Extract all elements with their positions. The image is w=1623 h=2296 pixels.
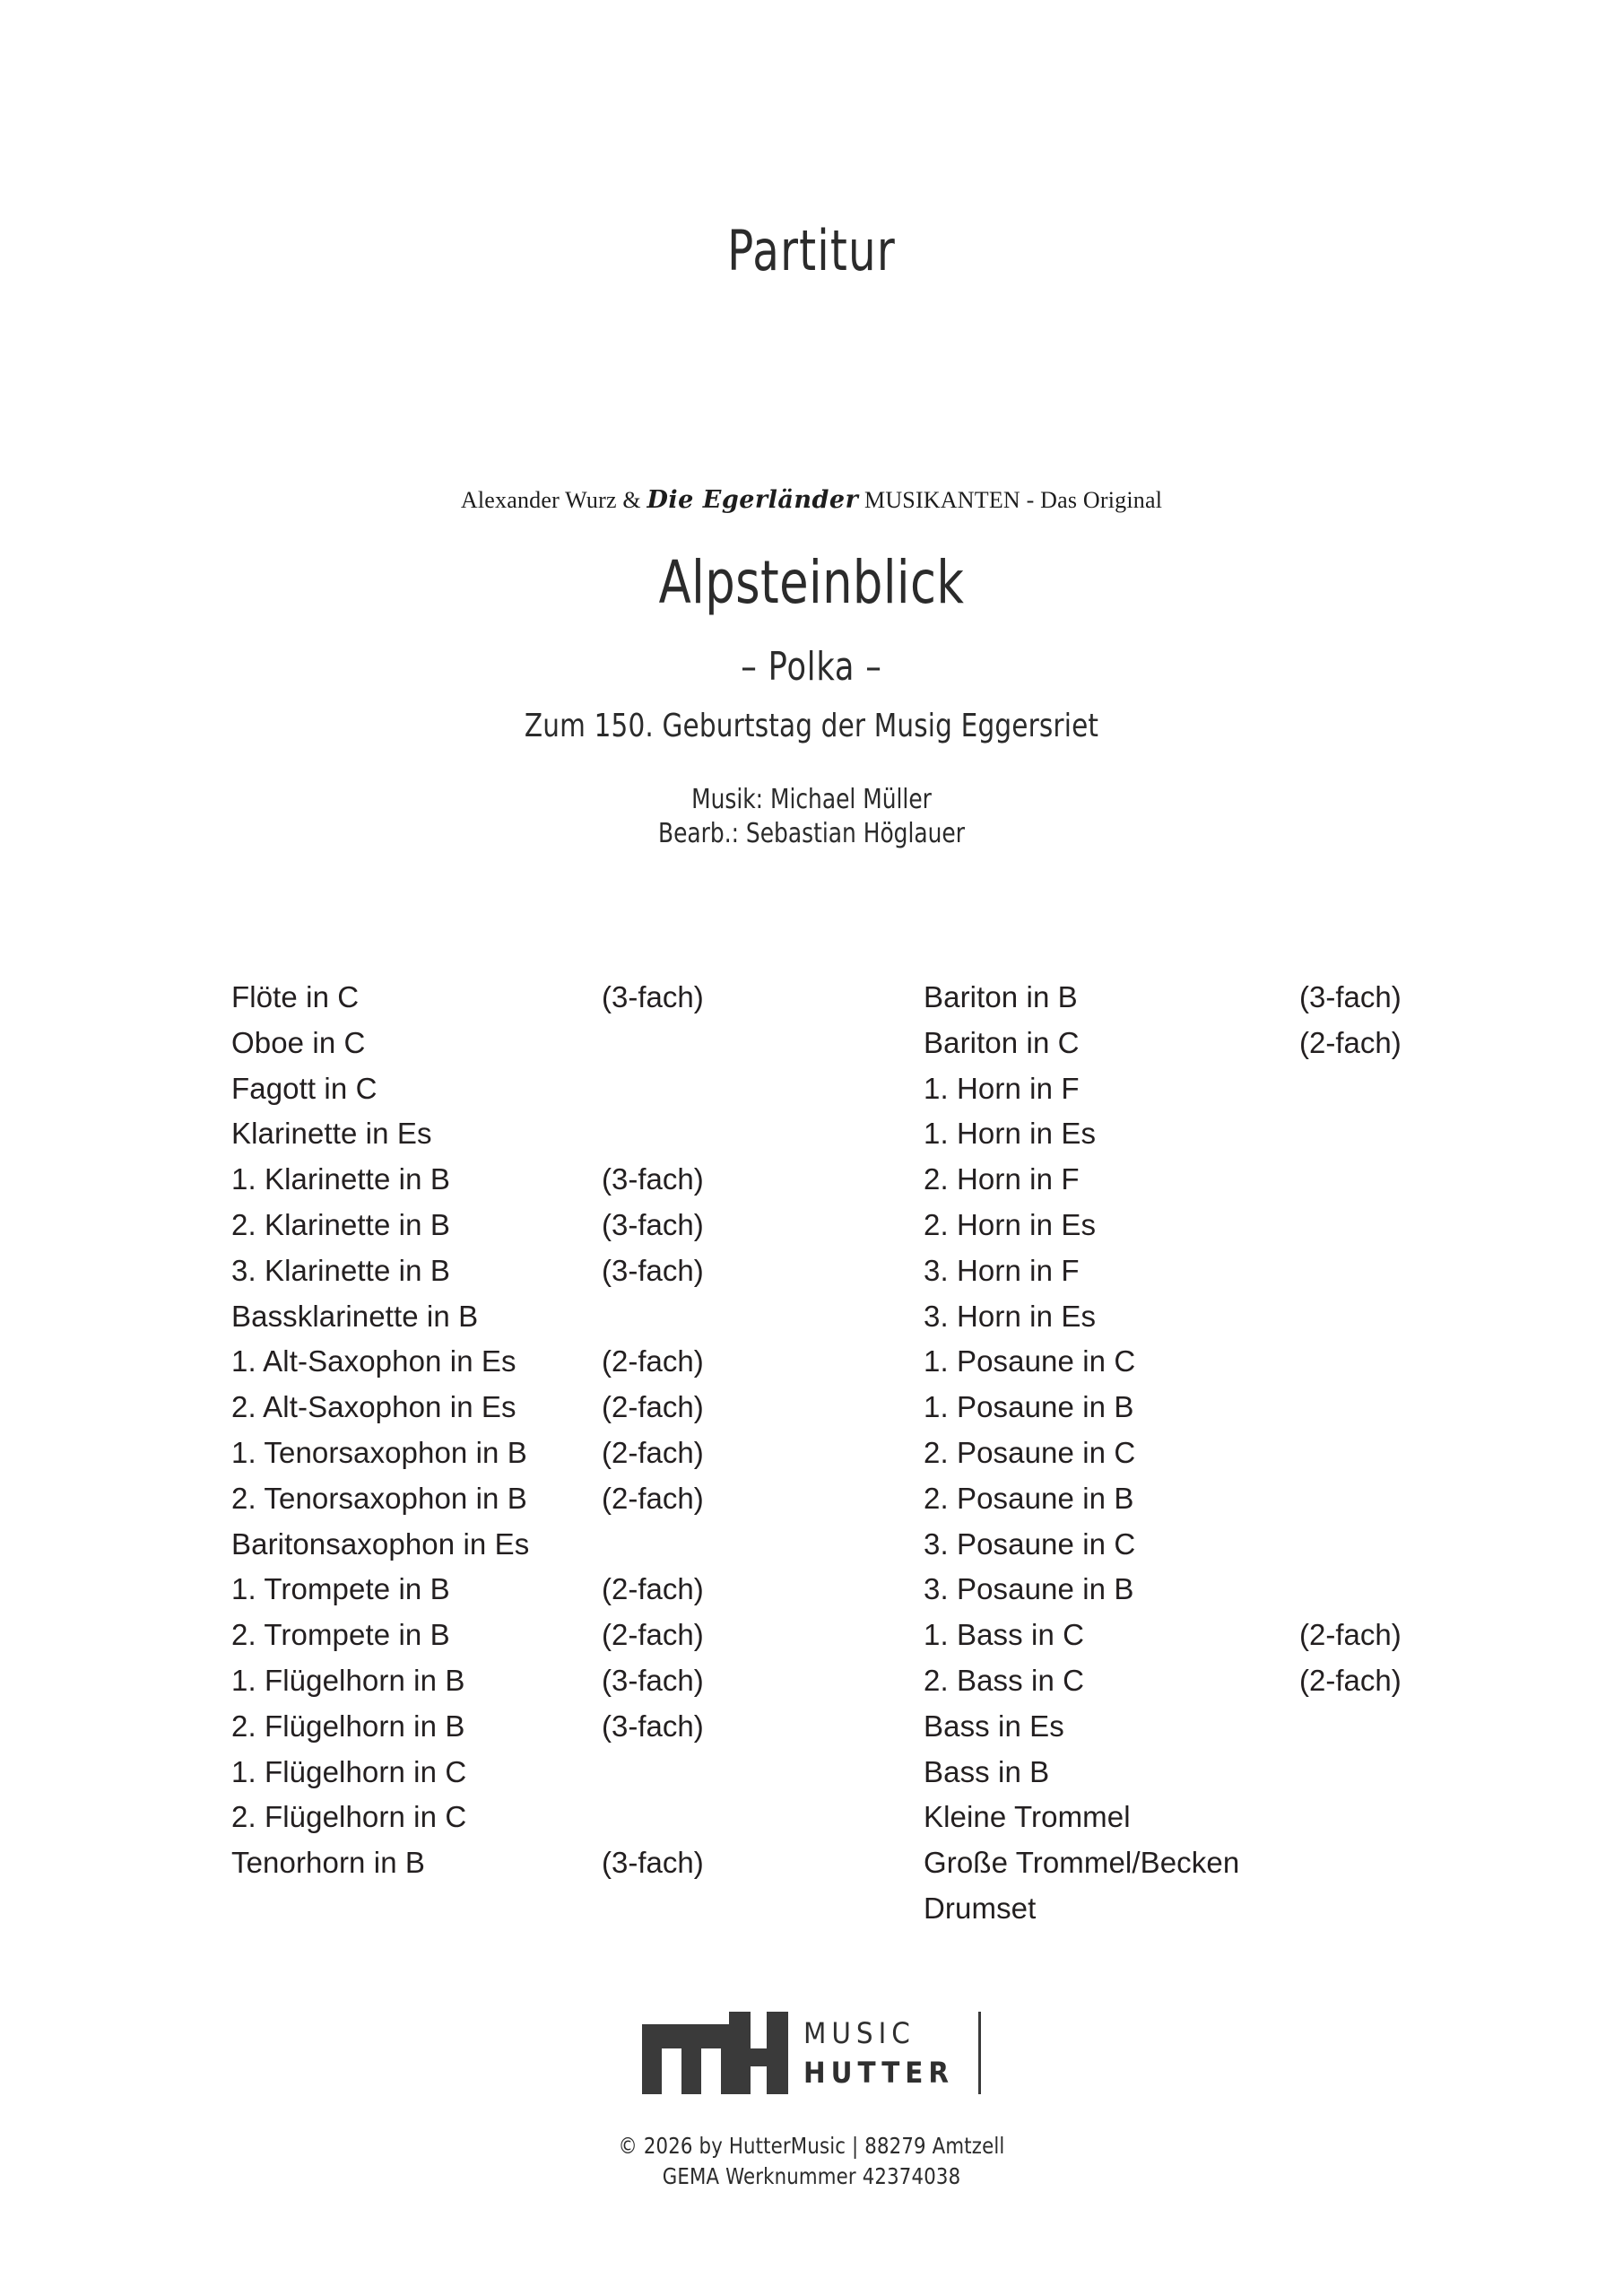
- instrument-name: Bariton in B: [924, 980, 1078, 1013]
- instrument-row: [924, 1157, 1515, 1203]
- instrument-name: 1. Alt-Saxophon in Es: [231, 1344, 516, 1378]
- instrument-name: 3. Posaune in C: [924, 1526, 1136, 1561]
- instrument-copy-count: (3-fach): [602, 1162, 704, 1196]
- instrument-name: 3. Horn in Es: [924, 1299, 1097, 1333]
- instrumentation-list: [0, 975, 1623, 1925]
- instrument-copy-count: (3-fach): [602, 1846, 704, 1880]
- instrument-row: [924, 1476, 1515, 1522]
- instrument-name: Oboe in C: [231, 1025, 366, 1059]
- instrument-row: [231, 1704, 805, 1750]
- instrument-row: [231, 1567, 805, 1613]
- instrument-copy-count: (3-fach): [602, 1253, 704, 1287]
- instrument-row: [231, 975, 805, 1021]
- instrument-copy-count: (3-fach): [602, 980, 704, 1013]
- instrument-name: 1. Posaune in C: [924, 1344, 1136, 1378]
- instrument-copy-count: (3-fach): [602, 1709, 704, 1743]
- instrument-row: [924, 1066, 1515, 1112]
- instrument-row: [924, 1385, 1515, 1431]
- instrument-row: [924, 1613, 1515, 1658]
- instrument-row: [231, 1613, 805, 1658]
- instrument-name: 1. Bass in C: [924, 1618, 1085, 1652]
- instrument-row: [924, 1750, 1515, 1796]
- instrument-name: Klarinette in Es: [231, 1117, 432, 1151]
- instrument-name: 2. Alt-Saxophon in Es: [231, 1390, 516, 1424]
- instrument-name: Fagott in C: [231, 1071, 378, 1105]
- instrument-copy-count: (2-fach): [602, 1344, 704, 1378]
- instrument-name: Baritonsaxophon in Es: [231, 1526, 530, 1561]
- instrument-row: [924, 1795, 1515, 1840]
- instrument-name: 2. Klarinette in B: [231, 1207, 450, 1241]
- copyright-line: © 2026 by HutterMusic | 88279 Amtzell: [618, 2133, 1005, 2159]
- instrument-name: Bass in B: [924, 1754, 1050, 1788]
- instrument-row: [231, 1840, 805, 1886]
- instrument-row: [231, 1339, 805, 1385]
- instrumentation-column-right: [924, 975, 1515, 1932]
- instrument-row: [924, 1021, 1515, 1066]
- publisher-logo-inner: [642, 2012, 981, 2094]
- instrument-copy-count: (2-fach): [1299, 1025, 1402, 1059]
- publisher-logo-wordmark: [803, 2012, 981, 2094]
- instrument-name: Flöte in C: [231, 980, 360, 1013]
- instrument-row: [231, 1522, 805, 1568]
- instrument-copy-count: (2-fach): [602, 1572, 704, 1606]
- instrument-name: 2. Bass in C: [924, 1663, 1085, 1697]
- instrumentation-column-left: [231, 975, 805, 1886]
- instrument-row: [924, 1840, 1515, 1886]
- mh-monogram-icon: [642, 2012, 788, 2094]
- instrument-name: 3. Horn in F: [924, 1253, 1080, 1287]
- instrument-row: [231, 1111, 805, 1157]
- instrument-row: [231, 1157, 805, 1203]
- instrument-name: Große Trommel/Becken: [924, 1846, 1240, 1880]
- ensemble-credit-line: [0, 486, 1623, 514]
- logo-word-music: MUSIC: [803, 2016, 916, 2050]
- instrument-row: [924, 1431, 1515, 1476]
- instrument-row: [924, 1203, 1515, 1248]
- instrument-row: [231, 1203, 805, 1248]
- ensemble-credit-suffix: MUSIKANTEN - Das Original: [858, 487, 1163, 513]
- instrument-copy-count: (2-fach): [602, 1481, 704, 1515]
- instrument-row: [231, 1066, 805, 1112]
- instrument-name: 2. Flügelhorn in B: [231, 1709, 465, 1743]
- arranger-credit: Bearb.: Sebastian Höglauer: [657, 818, 965, 849]
- instrument-row: [924, 1567, 1515, 1613]
- instrument-name: Bariton in C: [924, 1025, 1080, 1059]
- instrument-name: Tenorhorn in B: [231, 1846, 426, 1880]
- instrument-row: [231, 1385, 805, 1431]
- instrument-name: 3. Posaune in B: [924, 1572, 1134, 1606]
- instrument-copy-count: (3-fach): [1299, 980, 1402, 1013]
- instrument-row: [924, 1294, 1515, 1340]
- instrument-name: Bass in Es: [924, 1709, 1064, 1743]
- work-subtitle: – Polka –: [741, 644, 882, 690]
- instrument-name: 2. Tenorsaxophon in B: [231, 1481, 527, 1515]
- instrument-name: Bassklarinette in B: [231, 1299, 479, 1333]
- instrument-name: 1. Klarinette in B: [231, 1162, 450, 1196]
- instrument-name: 2. Flügelhorn in C: [231, 1800, 467, 1834]
- instrument-copy-count: (3-fach): [602, 1207, 704, 1241]
- instrument-row: [231, 1476, 805, 1522]
- instrument-name: 1. Horn in Es: [924, 1117, 1097, 1151]
- instrument-copy-count: (2-fach): [1299, 1663, 1402, 1697]
- instrument-row: [231, 1248, 805, 1294]
- composer-credit: Musik: Michael Müller: [691, 784, 932, 815]
- ensemble-credit-prefix: Alexander Wurz &: [460, 487, 647, 513]
- instrument-row: [924, 1111, 1515, 1157]
- instrument-row: [231, 1021, 805, 1066]
- score-type-heading: Partitur: [727, 218, 896, 283]
- gema-line: GEMA Werknummer 42374038: [662, 2163, 961, 2189]
- instrument-row: [924, 1704, 1515, 1750]
- instrument-row: [924, 1658, 1515, 1704]
- instrument-row: [231, 1795, 805, 1840]
- ensemble-credit-script: Die Egerländer: [647, 486, 859, 514]
- instrument-name: 1. Flügelhorn in B: [231, 1663, 465, 1697]
- instrument-name: 3. Klarinette in B: [231, 1253, 450, 1287]
- instrument-row: [924, 1522, 1515, 1568]
- instrument-copy-count: (2-fach): [602, 1435, 704, 1469]
- instrument-name: 1. Trompete in B: [231, 1572, 450, 1606]
- instrument-name: 1. Tenorsaxophon in B: [231, 1435, 527, 1469]
- instrument-name: Kleine Trommel: [924, 1800, 1131, 1834]
- instrument-name: 2. Posaune in B: [924, 1481, 1134, 1515]
- instrument-row: [924, 1339, 1515, 1385]
- instrument-name: 2. Horn in F: [924, 1162, 1080, 1196]
- instrument-name: 1. Posaune in B: [924, 1390, 1134, 1424]
- dedication-text: Zum 150. Geburtstag der Musig Eggersriet: [524, 708, 1099, 744]
- instrument-copy-count: (3-fach): [602, 1663, 704, 1697]
- instrument-row: [924, 1886, 1515, 1932]
- instrument-name: Drumset: [924, 1891, 1037, 1925]
- publisher-logo: [0, 2012, 1623, 2094]
- instrument-row: [924, 975, 1515, 1021]
- instrument-row: [231, 1750, 805, 1796]
- instrument-copy-count: (2-fach): [602, 1618, 704, 1652]
- instrument-name: 2. Posaune in C: [924, 1435, 1136, 1469]
- instrument-row: [231, 1294, 805, 1340]
- instrument-name: 1. Flügelhorn in C: [231, 1754, 467, 1788]
- instrument-row: [231, 1658, 805, 1704]
- instrument-row: [924, 1248, 1515, 1294]
- page-title: Alpsteinblick: [658, 548, 965, 617]
- instrument-copy-count: (2-fach): [1299, 1618, 1402, 1652]
- instrument-row: [231, 1431, 805, 1476]
- instrument-copy-count: (2-fach): [602, 1390, 704, 1424]
- instrument-name: 1. Horn in F: [924, 1071, 1080, 1105]
- instrument-name: 2. Trompete in B: [231, 1618, 450, 1652]
- instrument-name: 2. Horn in Es: [924, 1207, 1097, 1241]
- logo-word-hutter: HUTTER: [803, 2056, 955, 2090]
